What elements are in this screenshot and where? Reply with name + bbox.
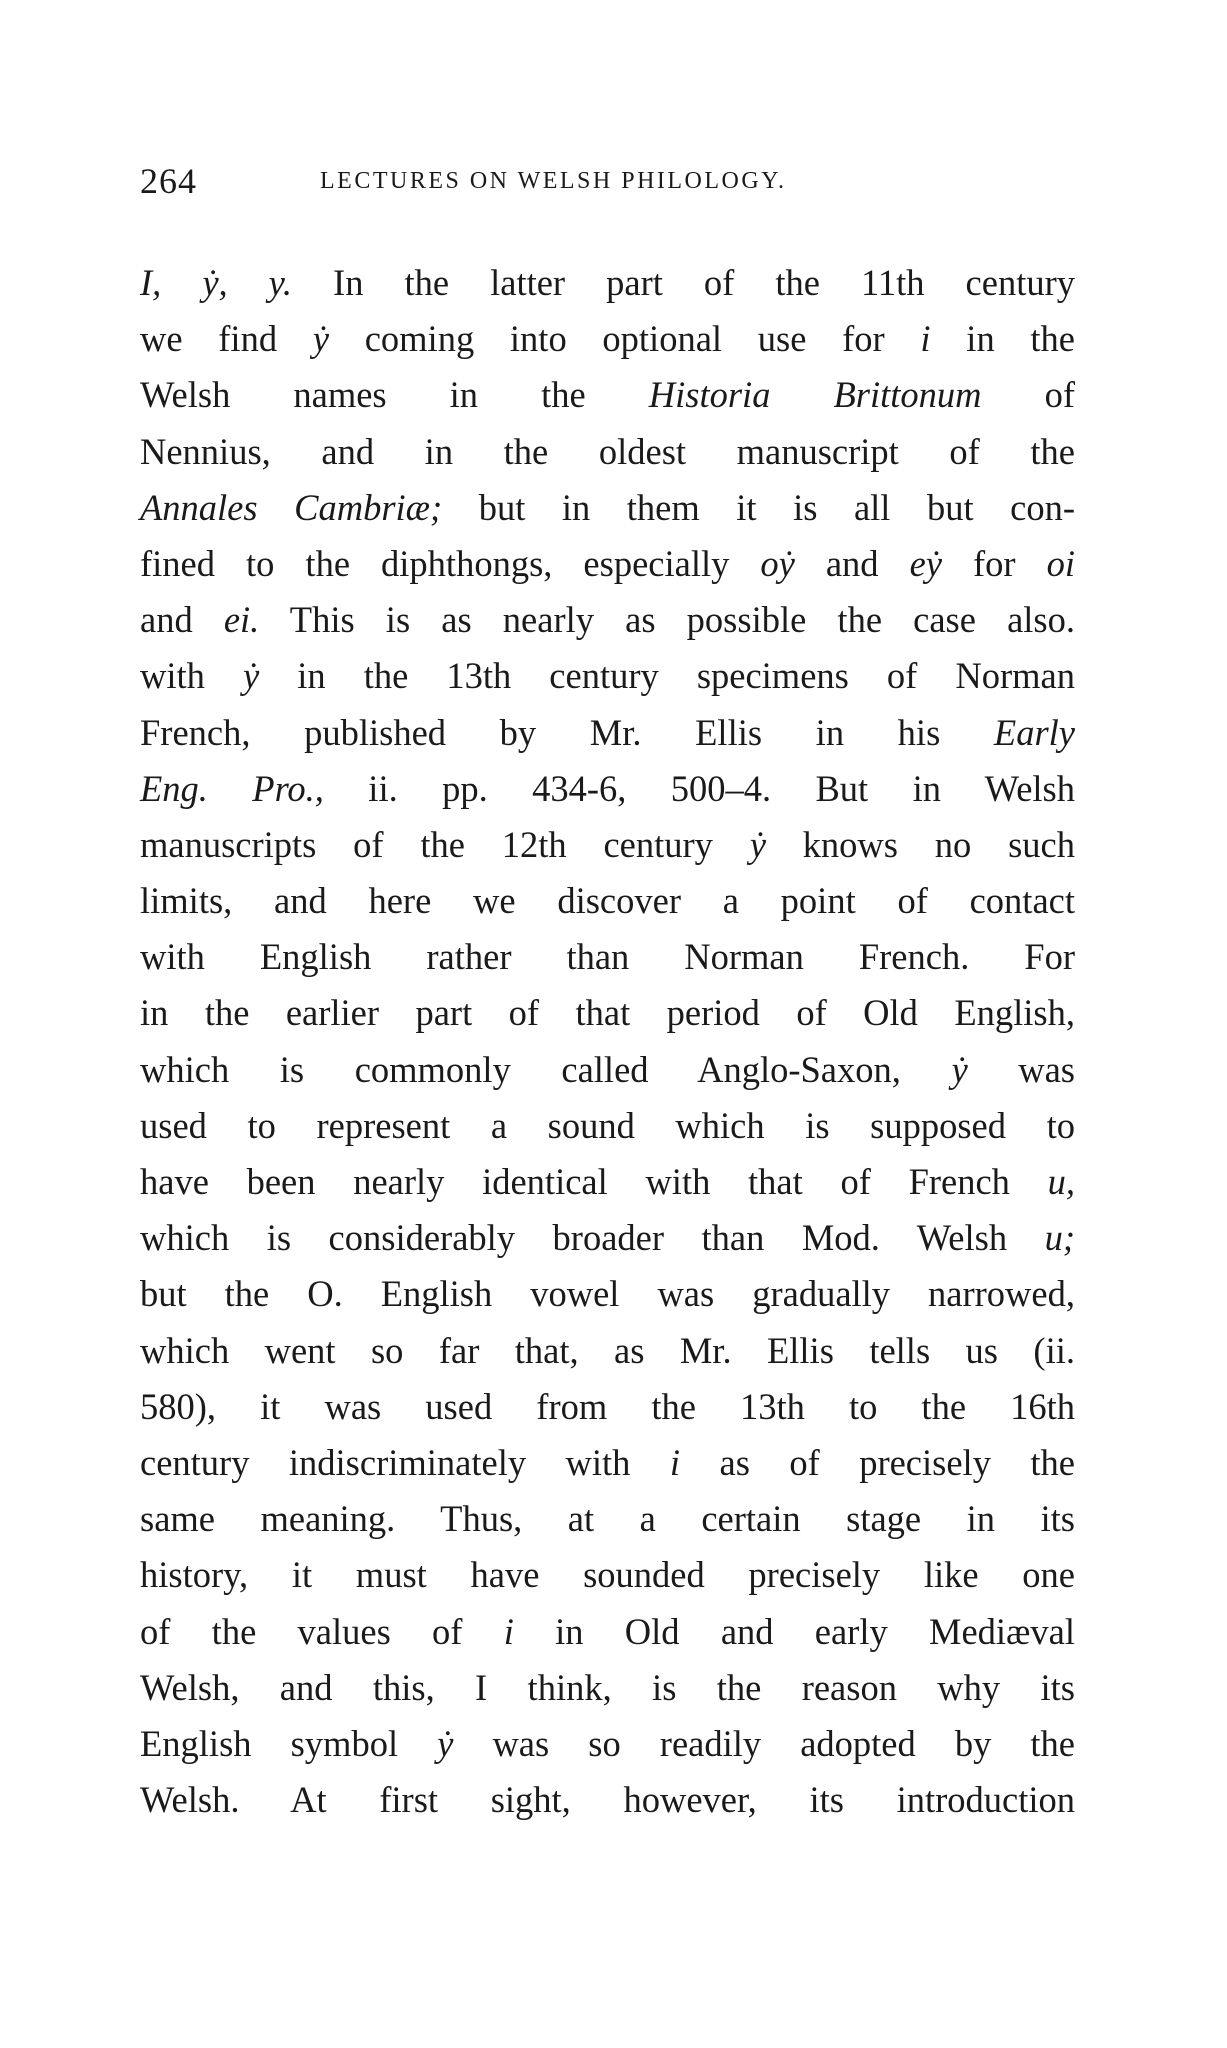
text-run: In the latter part of the 11th century <box>292 262 1075 303</box>
italic-text: I, ẏ, y. <box>140 262 292 303</box>
text-line <box>140 1098 1075 1154</box>
italic-text: Eng. Pro., <box>140 767 324 809</box>
text-run: fined to the diphthongs, especially <box>140 542 761 584</box>
page-number: 264 <box>140 161 197 201</box>
text-run: of <box>981 374 1075 416</box>
text-line <box>140 1042 1075 1098</box>
text-line <box>140 424 1075 480</box>
italic-text: i <box>920 318 931 360</box>
text-line <box>140 648 1075 704</box>
text-line <box>140 1323 1075 1379</box>
italic-text: Annales Cambriæ; <box>140 486 443 528</box>
italic-text: oi <box>1046 542 1075 584</box>
text-run: but in them it is all but con- <box>442 486 1075 528</box>
text-run: in the earlier part of that period of Old English, <box>140 992 1075 1034</box>
running-title: LECTURES ON WELSH PHILOLOGY. <box>320 168 787 194</box>
text-line <box>140 1266 1075 1322</box>
text-line <box>140 1547 1075 1603</box>
text-run: as of precisely the <box>680 1441 1075 1483</box>
italic-text: oẏ <box>760 542 795 584</box>
italic-text: Historia Brittonum <box>648 374 982 416</box>
text-line <box>140 480 1075 536</box>
italic-text: u; <box>1044 1217 1075 1259</box>
text-line <box>140 761 1075 817</box>
text-run: with English rather than Norman French. For <box>140 936 1075 978</box>
text-line <box>140 1660 1075 1716</box>
text-run: Nennius, and in the oldest manuscript of the <box>140 430 1075 472</box>
italic-text: ẏ <box>951 1048 968 1090</box>
italic-text: i <box>503 1610 514 1652</box>
running-head <box>140 160 1080 210</box>
text-line <box>140 1379 1075 1435</box>
text-run: 580), it was used from the 13th to the 16th <box>140 1385 1075 1427</box>
text-run: was so readily adopted by the <box>453 1722 1075 1764</box>
text-run: knows no such <box>765 823 1075 865</box>
italic-text: u, <box>1047 1161 1075 1202</box>
text-run: was <box>967 1048 1075 1090</box>
text-line <box>140 1772 1075 1828</box>
text-line <box>140 1210 1075 1266</box>
text-line <box>140 705 1075 761</box>
text-run: coming into optional use for <box>329 318 921 360</box>
text-run: Welsh, and this, I think, is the reason why its <box>140 1666 1075 1708</box>
text-run: Welsh names in the <box>140 374 649 416</box>
text-run: used to represent a sound which is supposed to <box>140 1104 1075 1146</box>
text-run: and <box>140 599 224 641</box>
italic-text: ẏ <box>312 318 329 360</box>
text-run: in Old and early Mediæval <box>513 1610 1075 1652</box>
text-line <box>140 1604 1075 1660</box>
text-run: and <box>794 542 910 584</box>
text-line <box>140 817 1075 873</box>
text-line <box>140 1491 1075 1547</box>
text-line <box>140 255 1075 311</box>
italic-text: i <box>669 1441 681 1483</box>
text-run: manuscripts of the 12th century <box>140 823 750 865</box>
text-run: Welsh. At first sight, however, its introduction <box>140 1779 1075 1821</box>
text-line <box>140 592 1075 648</box>
body-text <box>140 255 1075 1828</box>
italic-text: ẏ <box>437 1722 454 1764</box>
text-run: for <box>941 542 1047 584</box>
text-run: English symbol <box>140 1722 438 1764</box>
text-run: which is commonly called Anglo-Saxon, <box>140 1048 952 1090</box>
text-line <box>140 536 1075 592</box>
text-run: same meaning. Thus, at a certain stage in its <box>140 1498 1075 1540</box>
text-line <box>140 1154 1075 1210</box>
text-run: but the O. English vowel was gradually narrowed, <box>140 1273 1075 1315</box>
text-run: in the 13th century specimens of Norman <box>259 655 1075 697</box>
text-run: we find <box>140 318 313 360</box>
text-run: This is as nearly as possible the case also. <box>259 599 1076 641</box>
text-line <box>140 1716 1075 1772</box>
italic-text: ẏ <box>749 823 766 865</box>
text-line <box>140 311 1075 367</box>
text-run: which went so far that, as Mr. Ellis tells us (ii. <box>140 1329 1075 1371</box>
italic-text: eẏ <box>909 542 942 584</box>
text-line <box>140 873 1075 929</box>
text-run: limits, and here we discover a point of contact <box>140 880 1075 922</box>
text-line <box>140 1435 1075 1491</box>
text-line <box>140 367 1075 423</box>
text-line <box>140 985 1075 1041</box>
text-run: have been nearly identical with that of French <box>140 1161 1048 1202</box>
text-run: history, it must have sounded precisely like one <box>140 1554 1075 1596</box>
text-run: which is considerably broader than Mod. Welsh <box>140 1217 1045 1259</box>
text-run: of the values of <box>140 1610 504 1652</box>
italic-text: Early <box>993 711 1075 753</box>
text-run: French, published by Mr. Ellis in his <box>140 711 994 753</box>
text-run: century indiscriminately with <box>140 1441 670 1483</box>
italic-text: ẏ <box>242 655 260 697</box>
text-run: in the <box>930 318 1075 360</box>
text-run: with <box>140 655 243 697</box>
text-line <box>140 929 1075 985</box>
text-run: ii. pp. 434-6, 500–4. But in Welsh <box>323 767 1075 809</box>
italic-text: ei. <box>223 599 260 641</box>
